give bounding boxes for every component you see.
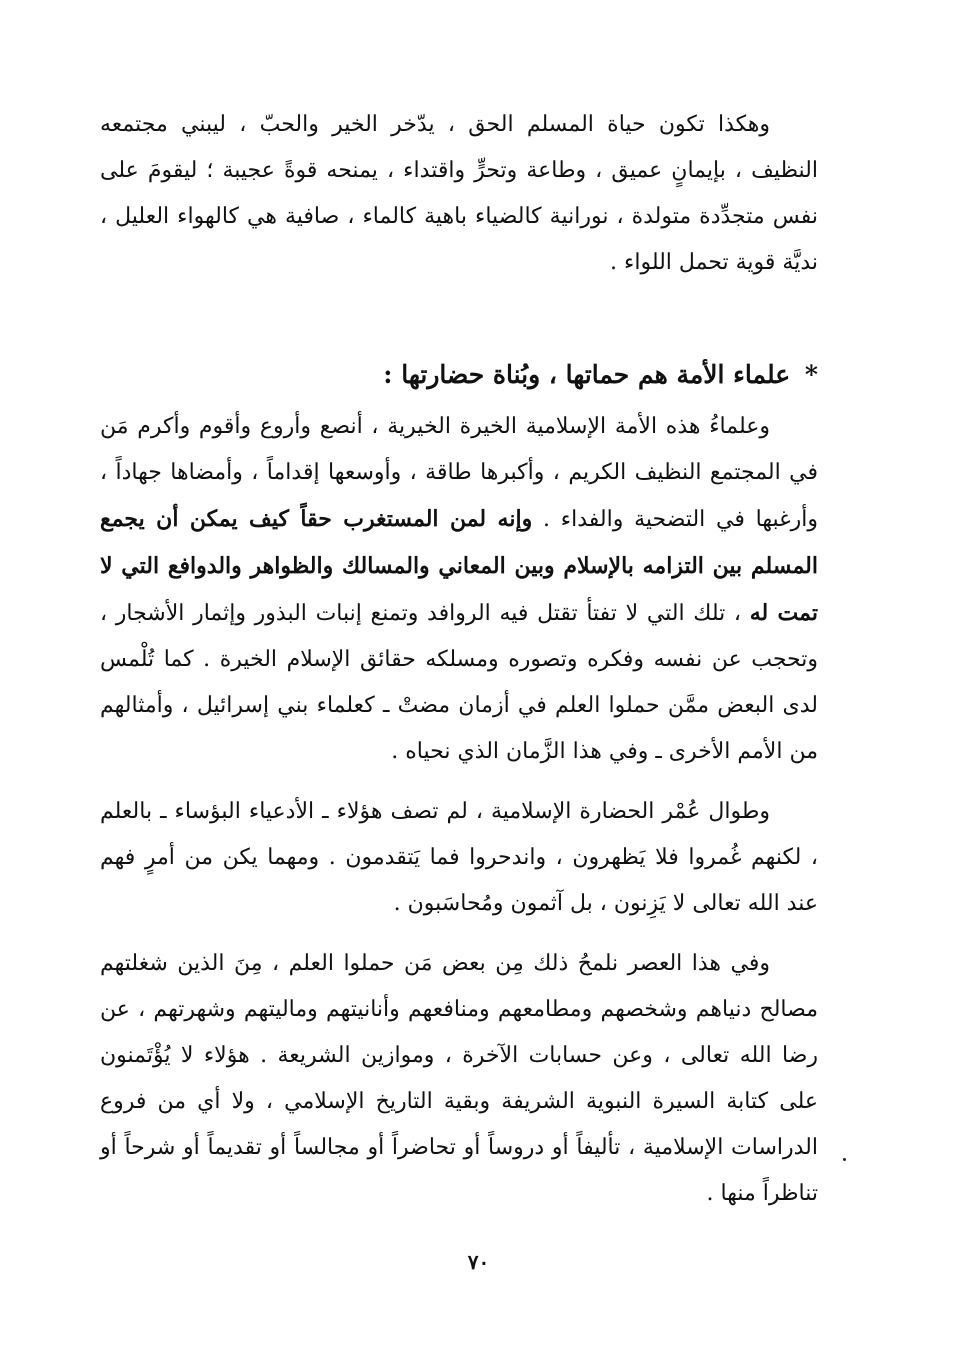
paragraph-scholars (100, 404, 818, 775)
paragraph-history: وطوال عُمْر الحضارة الإسلامية ، لم تصف هؤلاء ـ الأدعياء البؤساء ـ بالعلم ، لكنهم غُمروا فلا يَظهرون ، واندحروا فما يَتقدمون . ومهما يكن من أمرٍ فهم عند الله تعالى لا يَزِنون ، بل آثمون ومُحاسَبون . (100, 799, 818, 916)
heading-text: علماء الأمة هم حماتها ، وبُناة حضارتها : (383, 360, 791, 389)
paragraph-scholars-bold: وإنه لمن المستغرب حقاً كيف يمكن أن يجمع المسلم بين التزامه بالإسلام وبين المعاني والمسالك والظواهر والدوافع التي لا تمت له (100, 506, 818, 626)
section-spacer (100, 286, 818, 350)
paragraph-intro: وهكذا تكون حياة المسلم الحق ، يدّخر الخير والحبّ ، ليبني مجتمعه النظيف ، بإيمانٍ عميق ، وطاعة وتحرٍّ واقتداء ، يمنحه قوةً عجيبة ؛ ليقومَ على نفس متجدِّدة متولدة ، نورانية كالضياء باهية كالماء ، صافية هي كالهواء العليل ، نديَّة قوية تحمل اللواء . (100, 112, 818, 275)
page-body (100, 102, 818, 1217)
paragraph-scholars-start: وعلماءُ هذه الأمة الإسلامية الخيرة الخيرية ، أنصع وأروع وأقوم وأكرم مَن في المجتمع النظيف الكريم ، وأكبرها طاقة ، وأوسعها إقداماً ، وأمضاها جهاداً ، وأرغبها في التضحية والفداء . (100, 414, 818, 532)
section-heading (100, 350, 818, 400)
paragraph-modern: وفي هذا العصر نلمحُ ذلك مِن بعض مَن حملوا العلم ، مِنَ الذين شغلتهم مصالح دنياهم وشخصهم ومطامعهم ومنافعهم وأنانيتهم وماليتهم وشهرتهم ، عن رضا الله تعالى ، وعن حسابات الآخرة ، وموازين الشريعة . هؤلاء لا يُؤْتَمنون على كتابة السيرة النبوية الشريفة وبقية التاريخ الإسلامي ، ولا أي من فروع الدراسات الإسلامية ، تأليفاً أو دروساً أو تحاضراً أو مجالساً أو تقديماً أو شرحاً أو تناظراً منها . (100, 951, 818, 1206)
paragraph-spacer (100, 775, 818, 789)
paragraph-scholars-end: ، تلك التي لا تفتأ تقتل فيه الروافد وتمنع إنبات البذور وإثمار الأشجار ، وتحجب عن نفسه وفكره وتصوره ومسلكه حقائق الإسلام الخيرة . كما تُلْمس لدى البعض ممَّن حملوا العلم في أزمان مضتْ ـ كعلماء بني إسرائيل ، وأمثالهم من الأمم الأخرى ـ وفي هذا الزَّمان الذي نحياه . (100, 601, 818, 764)
paragraph-spacer (100, 927, 818, 941)
heading-star: * (804, 360, 818, 389)
page-number: ٧٠ (467, 1250, 490, 1274)
margin-dot (843, 1158, 846, 1161)
